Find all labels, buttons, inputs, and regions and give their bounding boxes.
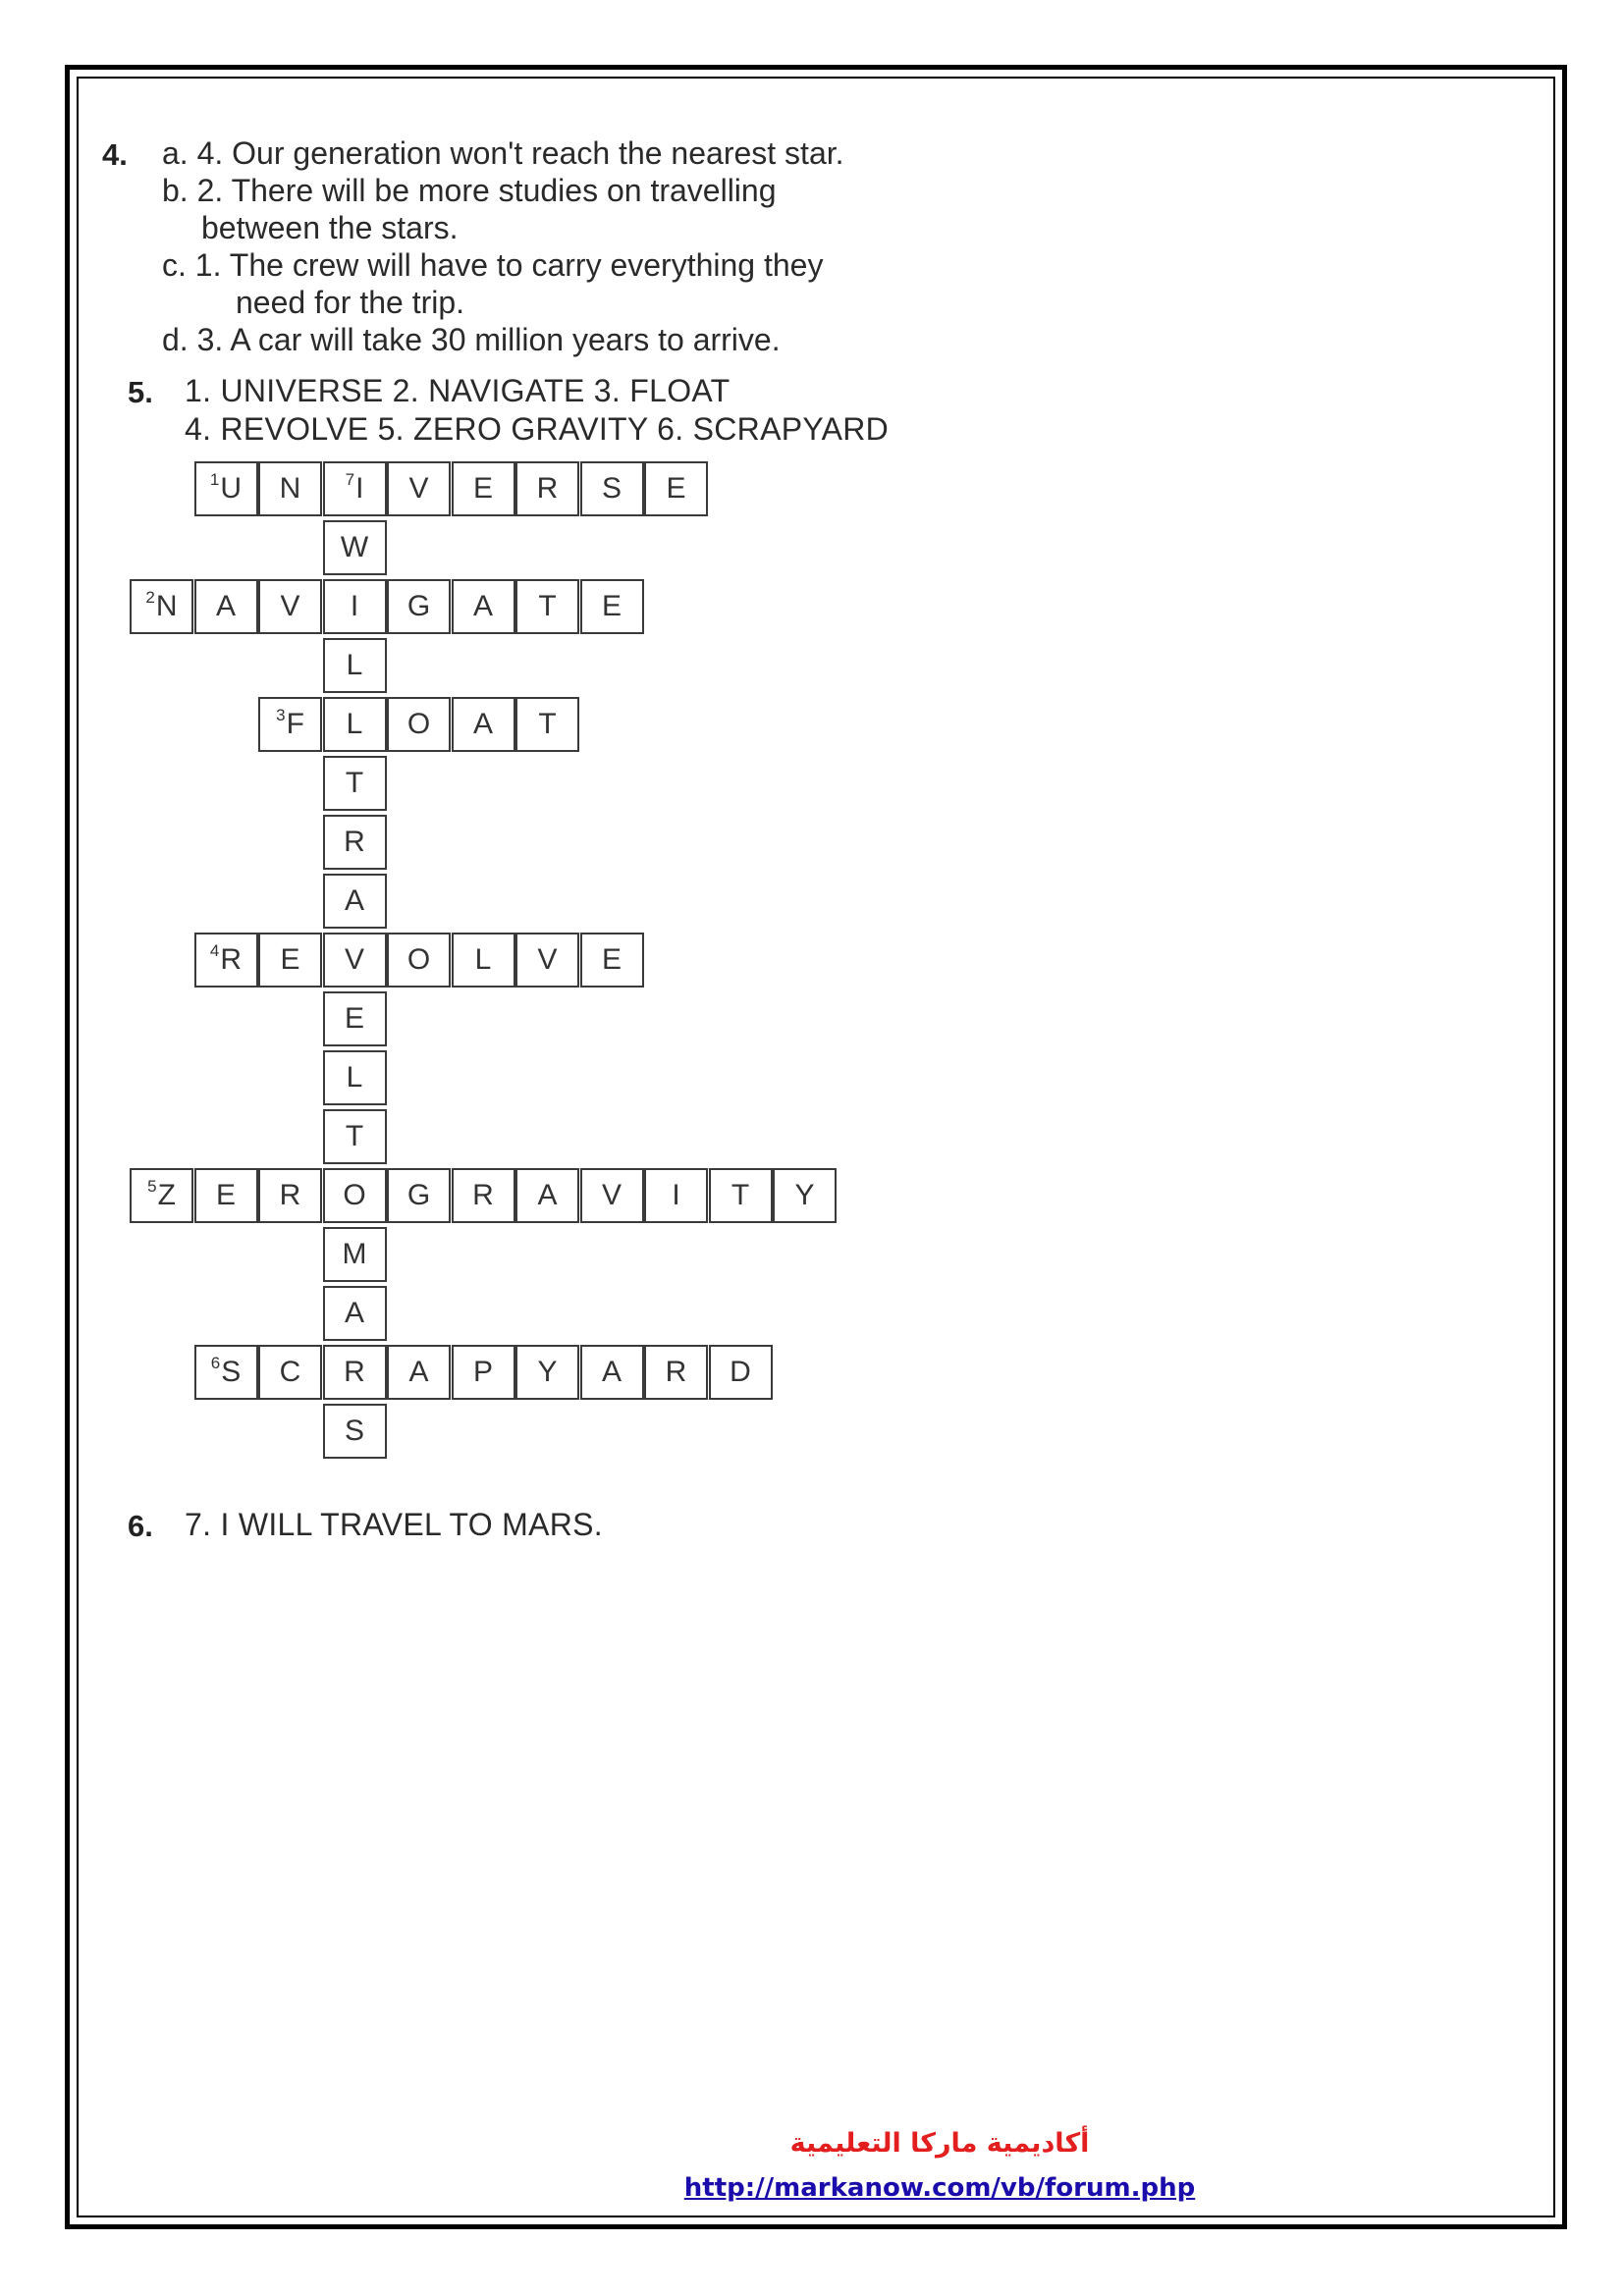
crossword-cell <box>194 1345 258 1400</box>
crossword-letter: V <box>601 1179 622 1211</box>
q4-answer-c: c. 1. The crew will have to carry everything they <box>162 247 824 283</box>
crossword-cell <box>130 1168 193 1223</box>
crossword-letter: E <box>215 1179 236 1211</box>
crossword-cell <box>452 933 515 988</box>
crossword-letter: S <box>344 1415 364 1447</box>
crossword-letter: O <box>343 1179 366 1211</box>
q5-answers-line-2: 4. REVOLVE 5. ZERO GRAVITY 6. SCRAPYARD <box>185 411 890 447</box>
crossword-letter: R <box>220 943 243 976</box>
crossword-letter: A <box>344 1297 364 1329</box>
crossword-letter: R <box>665 1356 687 1388</box>
crossword-cell <box>323 933 387 988</box>
crossword-cell <box>580 1168 644 1223</box>
crossword-cell <box>387 1168 451 1223</box>
crossword-letter: D <box>730 1356 751 1388</box>
crossword-cell <box>580 1345 644 1400</box>
crossword-letter: A <box>537 1179 558 1211</box>
crossword-cell <box>709 1168 773 1223</box>
crossword-cell <box>323 1168 387 1223</box>
crossword-cell <box>515 697 579 752</box>
crossword-cell <box>452 461 515 516</box>
crossword-letter: V <box>280 590 300 622</box>
crossword-letter: S <box>221 1356 242 1388</box>
crossword-letter: G <box>406 1179 431 1211</box>
crossword-cell <box>452 1345 515 1400</box>
crossword-letter: T <box>538 708 557 740</box>
crossword-cell <box>387 933 451 988</box>
crossword-cell <box>452 1168 515 1223</box>
crossword-cell <box>258 579 322 634</box>
q4-answer-d: d. 3. A car will take 30 million years to arrive. <box>162 322 781 357</box>
crossword-letter: U <box>220 472 243 505</box>
crossword-letter: Y <box>537 1356 558 1388</box>
question-6-number: 6. <box>128 1509 153 1543</box>
crossword-cell <box>323 991 387 1046</box>
crossword-cell <box>515 579 579 634</box>
crossword-letter: T <box>538 590 557 622</box>
crossword-letter: O <box>406 708 431 740</box>
crossword-cell <box>258 933 322 988</box>
q6-answer: 7. I WILL TRAVEL TO MARS. <box>185 1507 603 1542</box>
crossword-cell <box>258 1345 322 1400</box>
crossword-cell <box>323 1404 387 1459</box>
crossword-cell <box>323 874 387 929</box>
crossword-cell <box>452 697 515 752</box>
crossword-letter: T <box>345 1120 364 1152</box>
crossword-cell <box>644 1345 708 1400</box>
crossword-letter: E <box>666 472 686 505</box>
crossword-letter: V <box>408 472 429 505</box>
crossword-cell <box>194 933 258 988</box>
crossword-letter: N <box>279 472 301 505</box>
crossword-cell <box>773 1168 837 1223</box>
q4-answer-b: b. 2. There will be more studies on travelling <box>162 173 777 208</box>
crossword-letter: Y <box>794 1179 815 1211</box>
crossword-letter: L <box>346 1061 363 1094</box>
crossword-letter: A <box>344 884 364 917</box>
crossword-cell <box>452 579 515 634</box>
crossword-letter: E <box>601 943 622 976</box>
crossword-letter: L <box>346 708 363 740</box>
crossword-cell <box>130 579 193 634</box>
q5-answers-line-1: 1. UNIVERSE 2. NAVIGATE 3. FLOAT <box>185 373 731 408</box>
crossword-cell <box>387 697 451 752</box>
crossword-cell <box>323 1345 387 1400</box>
question-4-number: 4. <box>102 137 128 172</box>
crossword-letter: R <box>344 826 365 858</box>
forum-link[interactable]: http://markanow.com/vb/forum.php <box>683 2173 1196 2203</box>
crossword-clue-number: 7 <box>345 470 355 489</box>
crossword-cell <box>709 1345 773 1400</box>
crossword-letter: M <box>342 1238 367 1270</box>
crossword-letter: C <box>279 1356 301 1388</box>
q4-answer-c-cont: need for the trip. <box>236 285 465 320</box>
crossword-cell <box>323 697 387 752</box>
crossword-letter: E <box>472 472 493 505</box>
crossword-cell <box>580 461 644 516</box>
crossword-cell <box>194 461 258 516</box>
crossword-letter: T <box>731 1179 750 1211</box>
crossword-cell <box>323 461 387 516</box>
crossword-letter: A <box>408 1356 429 1388</box>
question-5-number: 5. <box>128 375 153 409</box>
crossword-cell <box>515 1168 579 1223</box>
crossword-letter: A <box>472 708 493 740</box>
crossword-cell <box>323 815 387 870</box>
crossword-cell <box>580 933 644 988</box>
crossword-letter: R <box>536 472 559 505</box>
crossword-cell <box>644 1168 708 1223</box>
crossword-cell <box>194 579 258 634</box>
crossword-clue-number: 6 <box>210 1354 221 1372</box>
crossword-letter: A <box>215 590 236 622</box>
crossword-cell <box>515 1345 579 1400</box>
crossword-letter: R <box>472 1179 494 1211</box>
crossword-cell <box>580 579 644 634</box>
crossword-letter: V <box>344 943 364 976</box>
crossword-letter: E <box>344 1002 364 1035</box>
crossword-letter: W <box>340 531 369 563</box>
crossword-cell <box>258 461 322 516</box>
q4-answer-a: a. 4. Our generation won't reach the nearest star. <box>162 135 844 171</box>
crossword-cell <box>258 1168 322 1223</box>
crossword-letter: N <box>155 590 178 622</box>
academy-name: أكاديمية ماركا التعليمية <box>789 2128 1090 2159</box>
crossword-letter: T <box>345 767 364 799</box>
crossword-clue-number: 2 <box>145 588 155 607</box>
crossword-clue-number: 1 <box>209 470 220 489</box>
crossword-cell <box>258 697 322 752</box>
crossword-letter: I <box>672 1179 680 1211</box>
crossword-letter: I <box>350 590 359 622</box>
crossword-clue-number: 4 <box>209 941 220 960</box>
crossword-cell <box>387 579 451 634</box>
crossword-letter: E <box>601 590 622 622</box>
crossword-clue-number: 5 <box>147 1177 157 1196</box>
crossword-letter: E <box>280 943 300 976</box>
crossword-letter: G <box>406 590 431 622</box>
crossword-letter: V <box>537 943 558 976</box>
crossword-cell <box>323 1286 387 1341</box>
crossword-letter: Z <box>157 1179 176 1211</box>
crossword-letter: O <box>406 943 431 976</box>
crossword-cell <box>323 756 387 811</box>
crossword-letter: L <box>474 943 492 976</box>
crossword-letter: A <box>472 590 493 622</box>
q4-answer-b-cont: between the stars. <box>201 210 459 245</box>
crossword-letter: L <box>346 649 363 681</box>
crossword-clue-number: 3 <box>276 706 286 724</box>
crossword-cell <box>515 461 579 516</box>
crossword-cell <box>194 1168 258 1223</box>
crossword-letter: F <box>286 708 304 740</box>
crossword-letter: R <box>344 1356 365 1388</box>
crossword-letter: I <box>355 472 364 505</box>
crossword-cell <box>323 579 387 634</box>
crossword-cell <box>323 1050 387 1105</box>
crossword-cell <box>323 520 387 575</box>
crossword-letter: S <box>601 472 622 505</box>
crossword-cell <box>515 933 579 988</box>
crossword-cell <box>387 461 451 516</box>
crossword-letter: P <box>472 1356 493 1388</box>
crossword-cell <box>323 1109 387 1164</box>
crossword-cell <box>323 638 387 693</box>
crossword-letter: A <box>601 1356 622 1388</box>
crossword-letter: R <box>279 1179 301 1211</box>
crossword-cell <box>387 1345 451 1400</box>
crossword-cell <box>323 1227 387 1282</box>
crossword-cell <box>644 461 708 516</box>
